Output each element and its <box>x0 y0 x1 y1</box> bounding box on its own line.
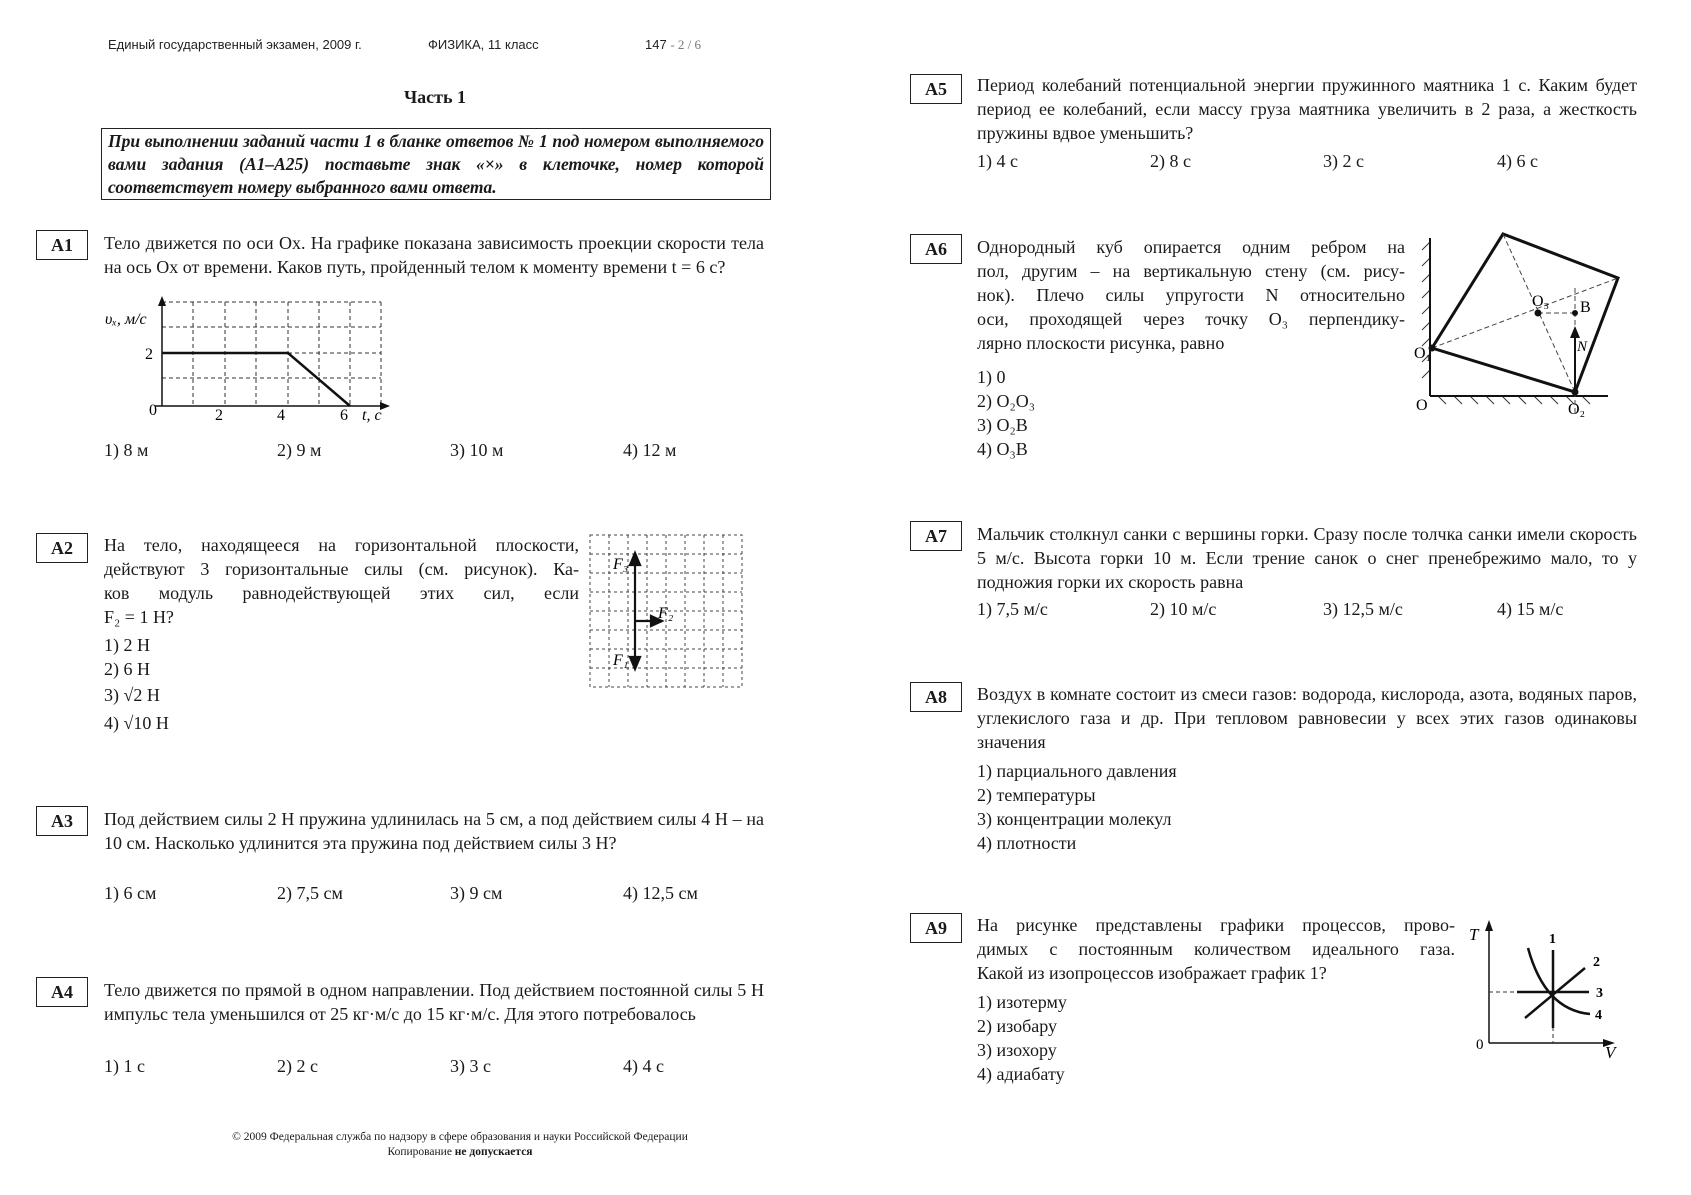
answer-option: 3) О₂В <box>977 415 1028 435</box>
answer-option: 4) адиабату <box>977 1064 1065 1084</box>
cube-figure-a6 <box>1414 228 1640 428</box>
point-b <box>1572 310 1578 316</box>
process-graph-a9 <box>1465 918 1625 1063</box>
question-label-a4: А4 <box>36 977 88 1007</box>
point-o2 <box>1572 389 1579 396</box>
answer-option: 4) 6 с <box>1497 151 1538 171</box>
arrow-up-icon <box>1570 326 1580 338</box>
question-line: На тело, находящееся на горизонтальной плоскости, <box>104 535 579 555</box>
question-label-a8: А8 <box>910 682 962 712</box>
answer-option: 3) 9 см <box>450 883 503 903</box>
page-code: 147 <box>645 37 667 52</box>
footer-copy-prefix: Копирование <box>387 1146 455 1158</box>
curve-label: 4 <box>1595 1008 1602 1023</box>
question-line: ков модуль равнодействующей этих сил, если <box>104 583 579 603</box>
graph-x-tick: 2 <box>215 407 223 424</box>
question-line: Однородный куб опирается одним ребром на <box>977 237 1405 257</box>
arrow-down-icon <box>630 657 640 669</box>
answer-option: 1) 4 с <box>977 151 1018 171</box>
graph-y-tick: 2 <box>145 346 153 363</box>
question-label-a3: А3 <box>36 806 88 836</box>
label-n: N <box>1577 339 1588 355</box>
arrow-up-icon <box>630 553 640 565</box>
answer-option: 3) 2 с <box>1323 151 1364 171</box>
question-line: пол, другим – на вертикальную стену (см. рису- <box>977 261 1405 281</box>
answer-option: 1) 2 Н <box>104 635 150 655</box>
answer-option: 1) 6 см <box>104 883 157 903</box>
label-o2: О₂ <box>1568 401 1586 418</box>
answer-options-a2 <box>104 633 169 735</box>
header-subject: ФИЗИКА, 11 класс <box>428 37 539 52</box>
graph-x-tick: 6 <box>340 407 348 424</box>
label-b: В <box>1580 299 1591 316</box>
answer-option: 2) 9 м <box>277 440 322 460</box>
answer-option: 2) О₂О₃ <box>977 391 1036 411</box>
force-f1-label: F₁ <box>613 652 629 669</box>
graph-y-label: υₓ, м/с <box>105 311 147 328</box>
cube-diagonals <box>1432 234 1618 416</box>
answer-option: 4) 15 м/с <box>1497 599 1564 619</box>
graph-x-label: V <box>1605 1043 1616 1062</box>
footer-copyright: © 2009 Федеральная служба по надзору в сфере образования и науки Российской Федерации <box>232 1131 688 1143</box>
answer-option: 4) 12,5 см <box>623 883 698 903</box>
question-text-a7: Мальчик столкнул санки с вершины горки. Сразу после толчка санки имели скорость 5 м/с. Высота горки 10 м. Если трение санок о снег пренебрежимо мало, то у подножия горки их скорость равна <box>977 524 1637 592</box>
question-line: Какой из изопроцессов изображает график 1? <box>977 963 1327 983</box>
graph-origin: 0 <box>1476 1037 1484 1053</box>
graph-x-label: t, с <box>362 407 382 424</box>
answer-option: 3) 10 м <box>450 440 504 460</box>
question-line: F₂ = 1 Н? <box>104 607 174 627</box>
question-line: нок). Плечо силы упругости N относительно <box>977 285 1405 305</box>
question-text-a9 <box>977 913 1455 985</box>
answer-options-a9 <box>977 990 1067 1086</box>
graph-y-label: T <box>1469 925 1479 944</box>
answer-option: 3) √2 Н <box>104 685 160 705</box>
question-line: димых с постоянным количеством идеального газа. <box>977 939 1455 959</box>
answer-option: 2) 8 с <box>1150 151 1191 171</box>
question-text-a4: Тело движется по прямой в одном направлении. Под действием постоянной силы 5 Н импульс тела уменьшился от 25 кг·м/с до 15 кг·м/с. Для этого потребовалось <box>104 980 764 1024</box>
footer-copy-notice <box>160 1146 760 1158</box>
instructions-box: При выполнении заданий части 1 в бланке ответов № 1 под номером выполняемого вами задания (А1–А25) поставьте знак «×» в клеточке, номер которой соответствует номеру выбранного вами ответа. <box>101 128 771 200</box>
question-text-a5: Период колебаний потенциальной энергии пружинного маятника 1 с. Каким будет период ее колебаний, если массу груза маятника увеличить в 2 раза, а жесткость пружины вдвое уменьшить? <box>977 75 1637 143</box>
velocity-graph-a1 <box>100 296 400 436</box>
question-line: действуют 3 горизонтальные силы (см. рисунок). Ка- <box>104 559 579 579</box>
label-o3: О₃ <box>1532 293 1550 310</box>
answer-option: 1) 7,5 м/с <box>977 599 1048 619</box>
question-line: лярно плоскости рисунка, равно <box>977 333 1225 353</box>
question-text-a8: Воздух в комнате состоит из смеси газов: водорода, кислорода, азота, водяных паров, углекислого газа и др. При тепловом равновесии у всех этих газов одинаковы значения <box>977 684 1637 752</box>
graph-origin: 0 <box>149 402 157 419</box>
label-o1: О₁ <box>1414 345 1432 362</box>
answer-options-a6 <box>977 365 1035 461</box>
question-label-a5: А5 <box>910 74 962 104</box>
answer-option: 4) О₃В <box>977 439 1028 459</box>
label-o: О <box>1416 397 1428 414</box>
y-axis-arrow-icon <box>1485 920 1493 931</box>
answer-option: 2) 10 м/с <box>1150 599 1217 619</box>
answer-option: 2) температуры <box>977 785 1096 805</box>
header-page <box>645 37 701 53</box>
answer-option: 1) 1 с <box>104 1056 145 1076</box>
force-f2-label: F₂ <box>658 605 674 622</box>
force-f3-label: F₃ <box>613 556 629 573</box>
answer-option: 1) 0 <box>977 367 1006 387</box>
question-label-a2: А2 <box>36 533 88 563</box>
header-exam: Единый государственный экзамен, 2009 г. <box>108 37 362 52</box>
question-line: На рисунке представлены графики процессов, прово- <box>977 915 1455 935</box>
question-label-a7: А7 <box>910 521 962 551</box>
footer-copy-bold: не допускается <box>454 1146 533 1158</box>
forces-figure-a2 <box>588 533 748 693</box>
curve-label: 2 <box>1593 955 1600 970</box>
answer-option: 3) изохору <box>977 1040 1057 1060</box>
answer-option: 2) 6 Н <box>104 659 150 679</box>
question-label-a1: А1 <box>36 230 88 260</box>
answer-option: 2) изобару <box>977 1016 1058 1036</box>
answer-option: 4) 12 м <box>623 440 677 460</box>
question-text-a2 <box>104 533 579 629</box>
part-title: Часть 1 <box>403 87 467 107</box>
y-axis-arrow-icon <box>158 296 166 306</box>
answer-option: 1) парциального давления <box>977 761 1177 781</box>
answer-option: 1) 8 м <box>104 440 149 460</box>
answer-options-a8 <box>977 759 1177 855</box>
curve-label: 3 <box>1596 986 1603 1001</box>
question-label-a6: А6 <box>910 234 962 264</box>
graph-x-tick: 4 <box>277 407 285 424</box>
question-text-a6 <box>977 235 1405 355</box>
answer-option: 4) 4 с <box>623 1056 664 1076</box>
answer-option: 1) изотерму <box>977 992 1067 1012</box>
page-number: - 2 / 6 <box>670 37 702 52</box>
answer-option: 2) 7,5 см <box>277 883 343 903</box>
point-o3 <box>1535 310 1542 317</box>
question-text-a3: Под действием силы 2 Н пружина удлинилась на 5 см, а под действием силы 4 Н – на 10 см. Насколько удлинится эта пружина под действием силы 3 Н? <box>104 809 764 853</box>
question-label-a9: А9 <box>910 913 962 943</box>
answer-option: 3) концентрации молекул <box>977 809 1172 829</box>
answer-option: 4) плотности <box>977 833 1077 853</box>
answer-option: 2) 2 с <box>277 1056 318 1076</box>
process-line-4 <box>1528 948 1590 1014</box>
question-line: оси, проходящей через точку О₃ перпендику- <box>977 309 1405 329</box>
question-text-a1: Тело движется по оси Ох. На графике показана зависимость проекции скорости тела на ось Ох от времени. Каков путь, пройденный телом к моменту времени t = 6 с? <box>104 233 764 277</box>
answer-option: 4) √10 Н <box>104 713 169 733</box>
curve-label: 1 <box>1549 932 1556 947</box>
answer-option: 3) 3 с <box>450 1056 491 1076</box>
answer-option: 3) 12,5 м/с <box>1323 599 1403 619</box>
